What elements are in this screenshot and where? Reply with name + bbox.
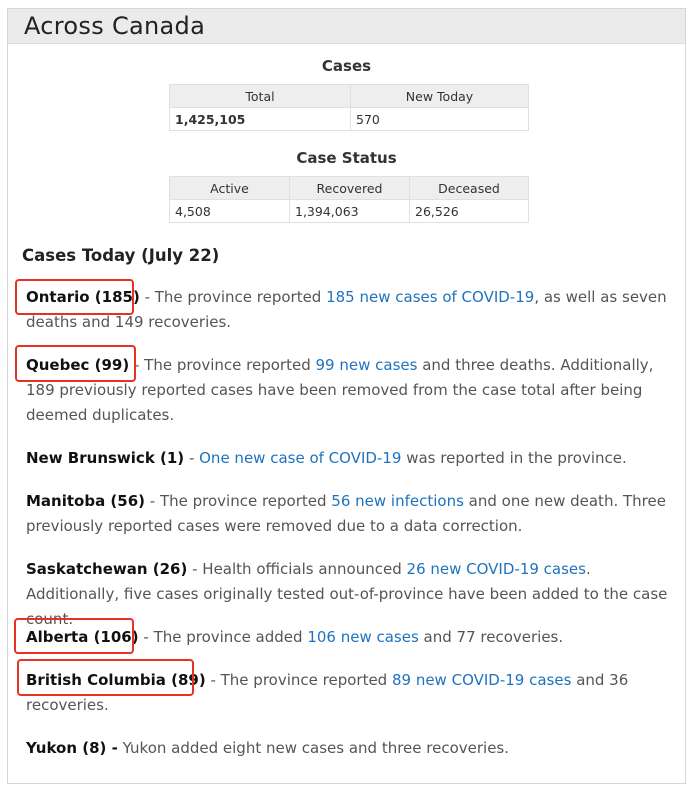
status-deceased-value: 26,526 <box>410 200 529 223</box>
report-text: , as well as seven deaths and 149 recoveries. <box>26 288 667 331</box>
report-link[interactable]: 89 new COVID-19 cases <box>391 671 572 689</box>
report-text: and one new death. Three previously reported cases were removed due to a data correction. <box>26 492 666 535</box>
province-name: New Brunswick (1) <box>26 449 185 467</box>
status-header-deceased: Deceased <box>410 177 529 200</box>
status-active-value: 4,508 <box>170 200 290 223</box>
cases-header-row <box>170 85 529 108</box>
panel-title: Across Canada <box>24 12 206 40</box>
panel-header <box>8 9 685 44</box>
cases-new-today-value: 570 <box>351 108 529 131</box>
status-header-active: Active <box>170 177 290 200</box>
cases-title: Cases <box>321 57 372 75</box>
province-name: Yukon (8) - <box>26 739 118 757</box>
highlight-box-british-columbia <box>17 659 194 696</box>
report-link[interactable]: 106 new cases <box>307 628 419 646</box>
report-link[interactable]: One new case of COVID-19 <box>199 449 402 467</box>
status-value-row <box>170 200 529 223</box>
report-link[interactable]: 26 new COVID-19 cases <box>406 560 586 578</box>
report-yukon <box>26 736 676 761</box>
report-text: Health officials announced <box>202 560 407 578</box>
report-separator: - <box>145 492 160 510</box>
report-text: The province reported <box>144 356 316 374</box>
highlight-box-quebec <box>15 345 136 382</box>
report-text: . Additionally, five cases originally tested out-of-province have been added to the case count. <box>26 560 668 628</box>
report-text: The province reported <box>154 288 327 306</box>
cases-header-total: Total <box>170 85 351 108</box>
report-link[interactable]: 99 new cases <box>315 356 418 374</box>
report-text: was reported in the province. <box>401 449 627 467</box>
status-header-recovered: Recovered <box>290 177 410 200</box>
province-name: Alberta (106) <box>26 628 139 646</box>
report-text: and 36 recoveries. <box>26 671 629 714</box>
report-separator: - <box>187 560 203 578</box>
report-link[interactable]: 185 new cases of COVID-19 <box>326 288 535 306</box>
province-name: Quebec (99) <box>26 356 130 374</box>
across-canada-panel <box>7 8 686 784</box>
report-link[interactable]: 56 new infections <box>331 492 464 510</box>
case-status-table <box>169 176 529 223</box>
report-text: and 77 recoveries. <box>418 628 564 646</box>
cases-total-value: 1,425,105 <box>170 108 351 131</box>
report-manitoba <box>26 489 676 539</box>
report-separator: - <box>138 628 154 646</box>
province-name: Saskatchewan (26) <box>26 560 188 578</box>
province-name: British Columbia (89) <box>26 671 206 689</box>
cases-header-new-today: New Today <box>351 85 529 108</box>
status-recovered-value: 1,394,063 <box>290 200 410 223</box>
report-text: The province reported <box>159 492 332 510</box>
cases-value-row <box>170 108 529 131</box>
report-separator: - <box>184 449 200 467</box>
report-text: and three deaths. Additionally, 189 previously reported cases have been removed from the case total after being deemed duplicates. <box>26 356 654 424</box>
report-text: The province reported <box>220 671 392 689</box>
province-name: Ontario (185) <box>26 288 140 306</box>
report-separator: - <box>129 356 145 374</box>
report-separator: - <box>139 288 155 306</box>
report-separator: - <box>205 671 221 689</box>
case-status-title: Case Status <box>296 149 397 167</box>
report-text: The province added <box>153 628 308 646</box>
highlight-box-alberta <box>14 618 134 654</box>
province-name: Manitoba (56) <box>26 492 146 510</box>
cases-today-title: Cases Today (July 22) <box>22 246 220 265</box>
cases-table <box>169 84 529 131</box>
highlight-box-ontario <box>15 279 134 315</box>
report-new-brunswick <box>26 446 676 471</box>
status-header-row <box>170 177 529 200</box>
report-text: Yukon added eight new cases and three recoveries. <box>122 739 510 757</box>
